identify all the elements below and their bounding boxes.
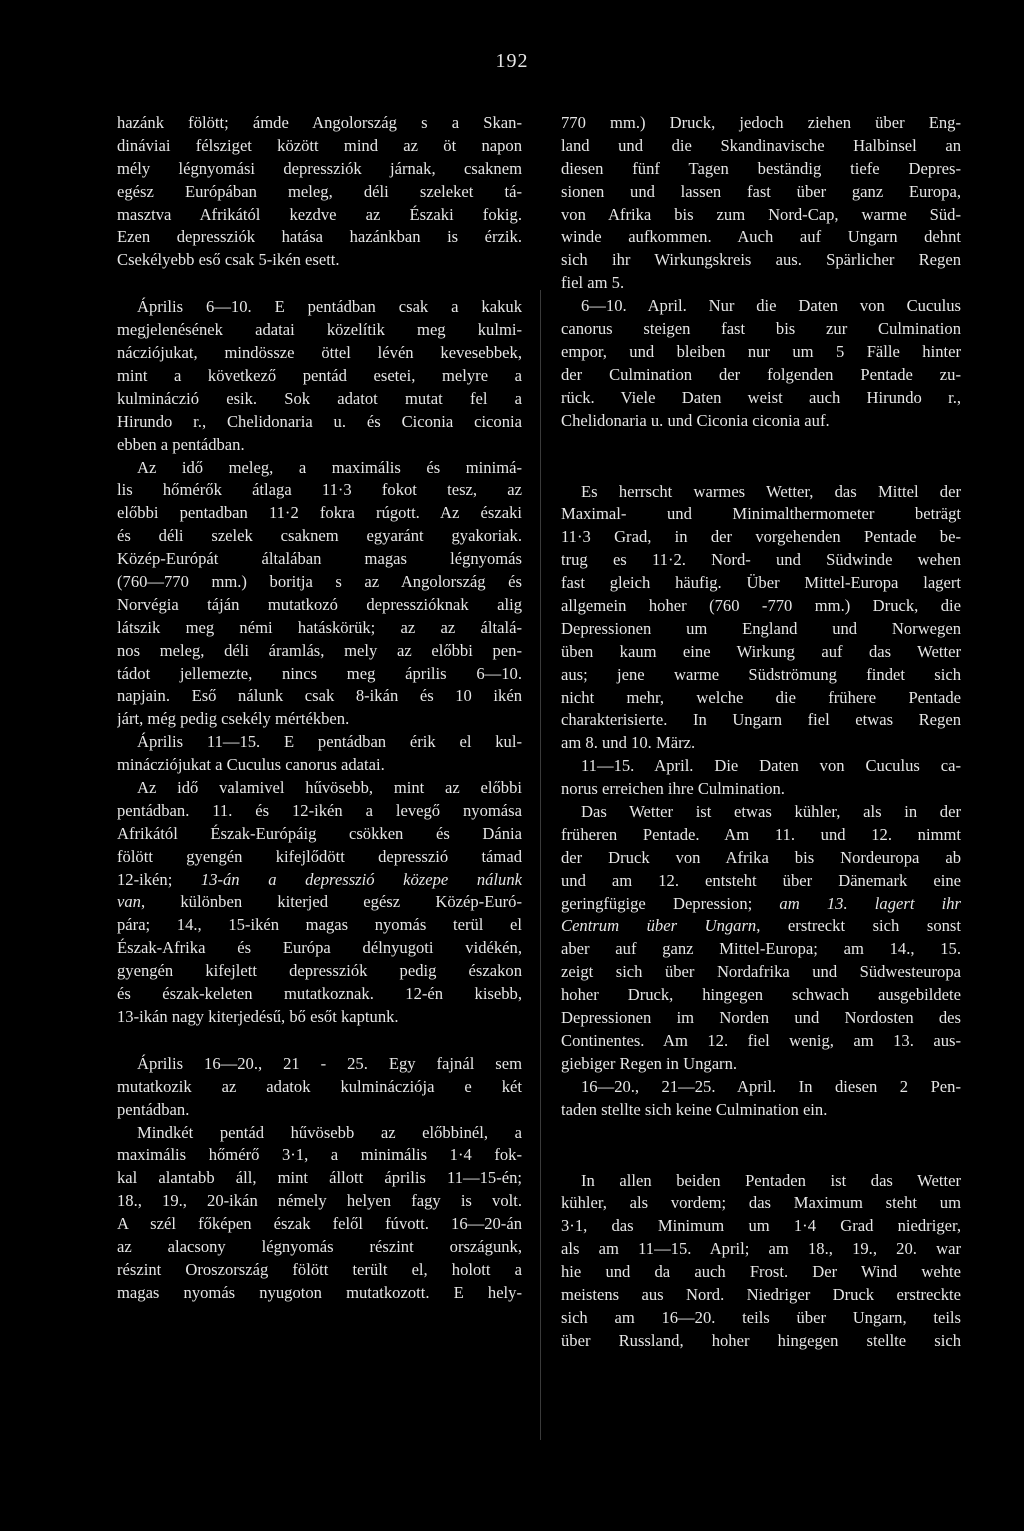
text-line: über Russland, hoher hingegen stellte sich [561,1330,961,1350]
text-line: Es herrscht warmes Wetter, das Mittel der [581,481,961,501]
text-line: Közép-Európát általában magas légnyomás [117,549,522,569]
text-line: 11·3 Grad, in der vorgehenden Pentade be- [561,527,961,547]
text-line: aus; jene warme Südströmung findet sich [561,664,961,684]
paragraph-gap [117,272,522,296]
paragraph-gap [561,1122,961,1146]
text-line: Április 16—20., 21 - 25. Egy fajnál sem [137,1053,522,1073]
text-line: megjelenésének adatai közelítik meg kulmi- [117,320,522,340]
text-line: Das Wetter ist etwas kühler, als in der [581,802,961,821]
text-line: der Druck von Afrika bis Nordeuropa ab [561,847,961,867]
text-line: Észak-Afrika és Európa délnyugoti vidékén, [117,938,522,958]
text-line: maximális hőmérő 3·1, a minimális 1·4 fok- [117,1145,522,1165]
text-line: 16—20., 21—25. April. In diesen 2 Pen- [581,1076,961,1096]
text-line: 13-ikán nagy kiterjedésű, bő esőt kaptunk. [117,1006,399,1026]
text-line: charakterisierte. In Ungarn fiel etwas Regen [561,710,961,730]
text-line: minácziójukat a Cuculus canorus adatai. [117,755,385,775]
text-line: gyengén kifejlett depressziók pedig északon [117,961,522,981]
text-line: Norvégia táján mutatkozó depresszióknak alig [117,594,522,614]
text-line: 3·1, das Minimum um 1·4 Grad niedriger, [561,1216,961,1236]
text-line: A szél főképen észak felől fúvott. 16—20-án [117,1214,522,1234]
text-line: Ezen depressziók hatása hazánkban is érzik. [117,227,522,247]
text-line: geringfügige Depression; am 13. lagert ihr [561,893,961,913]
text-line: kal alantabb áll, mint állott április 11—15-én; [117,1168,522,1188]
text-line: nácziójukat, mindössze öttel lévén kevesebbek, [117,343,522,363]
text-line: canorus steigen fast bis zur Culmination [561,319,961,339]
text-line: Hirundo r., Chelidonaria u. és Ciconia ciconia [117,411,522,431]
text-line: Continentes. Am 12. fiel wenig, am 13. aus- [561,1030,961,1050]
text-line: Depressionen im Norden und Nordosten des [561,1008,961,1028]
text-line: dináviai félsziget között mind az öt napon [117,135,522,155]
paragraph-gap [561,457,961,481]
text-line: mint a következő pentád esetei, melyre a [117,365,522,385]
text-line: allgemein hoher (760 -770 mm.) Druck, die [561,595,961,615]
text-line: hoher Druck, hingegen schwach ausgebildete [561,985,961,1005]
text-line: fiel am 5. [561,273,625,293]
text-line: 6—10. April. Nur die Daten von Cuculus [581,296,961,316]
text-line: als am 11—15. April; am 18., 19., 20. war [561,1239,961,1259]
text-line: nicht mehr, welche die frühere Pentade [561,687,961,707]
text-line: mély légnyomási depressziók járnak, csaknem [117,158,522,178]
text-line: magas nyomás nyugoton mutatkozott. E hely- [117,1282,522,1302]
text-line: Csekélyebb eső csak 5-ikén esett. [117,250,340,270]
text-line: egész Európában meleg, déli szeleket tá- [117,181,522,201]
text-line: diesen fünf Tagen beständig tiefe Depres- [561,158,961,178]
text-line: empor, und bleiben nur um 5 Fälle hinter [561,341,961,361]
paragraph-gap [561,433,961,457]
text-line: sionen und lassen fast über ganz Europa, [561,181,961,201]
text-line: kühler, als vordem; das Maximum steht um [561,1193,961,1213]
text-line: az alacsony légnyomás részint országunk, [117,1236,522,1256]
text-line: van, különben kiterjed egész Közép-Euró- [117,892,522,912]
text-line: Depressionen um England und Norwegen [561,618,961,638]
text-line: Mindkét pentád hűvösebb az előbbinél, a [137,1122,522,1142]
text-line: rück. Viele Daten weist auch Hirundo r., [561,387,961,407]
text-line: pentádban. 11. és 12-ikén a levegő nyomása [117,800,522,820]
text-line: kulmináczió esik. Sok adatot mutat fel a [117,388,522,408]
text-line: Maximal- und Minimalthermometer beträgt [561,504,961,524]
text-line: fast gleich häufig. Über Mittel-Europa lagert [561,573,961,593]
german-column [561,112,961,1353]
text-line: 18., 19., 20-ikán némely helyen fagy is volt. [117,1191,522,1211]
text-line: norus erreichen ihre Culmination. [561,779,785,799]
paragraph-gap [117,1029,522,1053]
text-line: pentádban. [117,1099,190,1119]
page-number: 192 [495,50,529,72]
text-line: Afrikától Észak-Európáig csökken és Dánia [117,823,522,843]
text-line: üben kaum eine Wirkung auf das Wetter [561,641,961,661]
text-line: von Afrika bis zum Nord-Cap, warme Süd- [561,204,961,224]
text-line: der Culmination der folgenden Pentade zu- [561,364,961,384]
text-line: előbbi pentadban 11·2 fokra rúgott. Az északi [117,503,522,523]
text-line: und am 12. entsteht über Dänemark eine [561,870,961,890]
text-line: Az idő valamivel hűvösebb, mint az előbbi [137,778,522,797]
text-line: 12-ikén; 13-án a depresszió közepe nálunk [117,869,522,889]
text-line: trug es 11·2. Nord- und Südwinde wehen [561,550,961,570]
text-line: Április 11—15. E pentádban érik el kul- [137,732,522,752]
text-line: lis hőmérők átlaga 11·3 fokot tesz, az [117,480,522,500]
text-line: járt, még pedig csekély mértékben. [117,709,350,729]
text-line: am 8. und 10. März. [561,733,696,753]
text-line: winde aufkommen. Auch auf Ungarn dehnt [561,227,961,247]
text-line: Centrum über Ungarn, erstreckt sich sonst [561,916,961,936]
text-line: részint Oroszország fölött terült el, holott a [117,1259,522,1279]
column-divider [540,290,541,1440]
text-line: napjain. Eső nálunk csak 8-ikán és 10 ikén [117,686,522,706]
text-line: és észak-keleten mutatkoznak. 12-én kisebb, [117,984,522,1004]
text-line: nos meleg, déli áramlás, mely az előbbi pen- [117,640,522,660]
text-line: 770 mm.) Druck, jedoch ziehen über Eng- [561,113,961,132]
text-line: látszik meg némi hatáskörük; az az általá- [117,617,522,637]
text-line: früheren Pentade. Am 11. und 12. nimmt [561,824,961,844]
text-line: Az idő meleg, a maximális és minimá- [137,457,522,477]
text-line: fölött gyengén kifejlődött depresszió támad [117,846,522,866]
text-line: 11—15. April. Die Daten von Cuculus ca- [581,756,961,776]
text-line: zeigt sich über Nordafrika und Südwesteuropa [561,962,961,982]
paragraph-gap [561,1146,961,1170]
text-line: ebben a pentádban. [117,434,245,454]
text-line: sich ihr Wirkungskreis aus. Spärlicher Regen [561,250,961,270]
text-line: land und die Skandinavische Halbinsel an [561,135,961,155]
text-line: aber auf ganz Mittel-Europa; am 14., 15. [561,939,961,959]
text-line: sich am 16—20. teils über Ungarn, teils [561,1307,961,1327]
text-line: meistens aus Nord. Niedriger Druck erstreckte [561,1284,961,1304]
text-line: giebiger Regen in Ungarn. [561,1053,738,1073]
text-line: In allen beiden Pentaden ist das Wetter [581,1170,961,1190]
text-line: hie und da auch Frost. Der Wind wehte [561,1262,961,1282]
text-line: hazánk fölött; ámde Angolország s a Skan- [117,113,522,132]
text-line: masztva Afrikától kezdve az Északi fokig. [117,204,522,224]
hungarian-column [117,112,522,1305]
text-line: Április 6—10. E pentádban csak a kakuk [137,297,522,317]
text-line: (760—770 mm.) boritja s az Angolország és [117,571,522,591]
text-line: Chelidonaria u. und Ciconia ciconia auf. [561,410,830,430]
text-line: mutatkozik az adatok kulminácziója e két [117,1076,522,1096]
text-line: párа; 14., 15-ikén magas nyomás terül el [117,915,522,935]
text-line: és déli szelek csaknem egyaránt gyakoriak. [117,526,522,546]
text-line: tádot jellemezte, nincs meg április 6—10. [117,663,522,683]
text-line: taden stellte sich keine Culmination ein. [561,1099,828,1119]
